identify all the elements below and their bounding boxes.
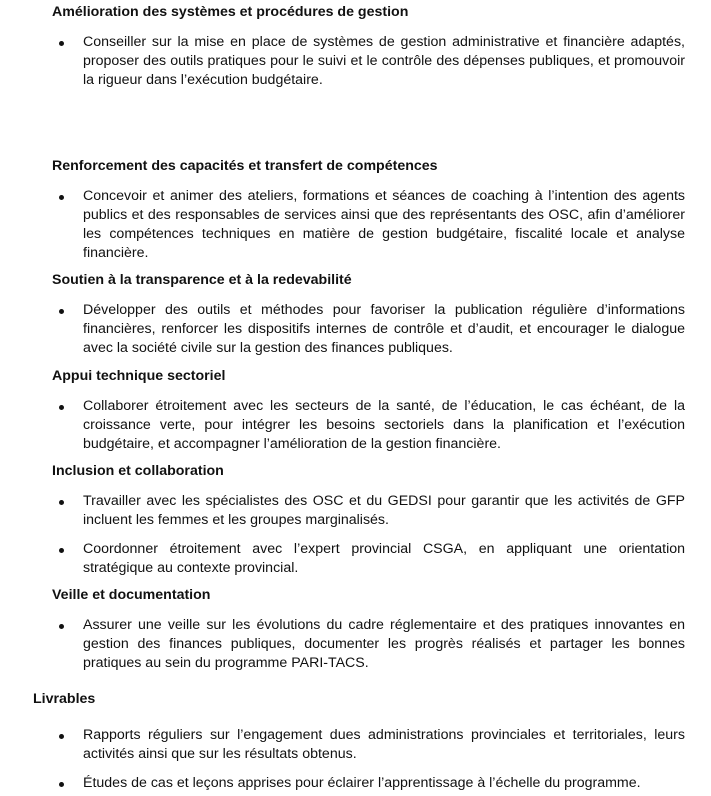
list-item bbox=[52, 540, 685, 578]
bullet-icon bbox=[59, 734, 64, 739]
list-item bbox=[52, 774, 685, 793]
list-item bbox=[52, 616, 685, 673]
list-item bbox=[52, 726, 685, 764]
bullet-icon bbox=[59, 195, 64, 200]
section-heading-management-systems: Amélioration des systèmes et procédures de gestion bbox=[52, 4, 409, 20]
list-item bbox=[52, 187, 685, 263]
section-heading-inclusion: Inclusion et collaboration bbox=[52, 463, 224, 479]
section-heading-capacity-building: Renforcement des capacités et transfert de compétences bbox=[52, 158, 438, 174]
list-item-text: Concevoir et animer des ateliers, formations et séances de coaching à l’intention des agents publics et des responsables de services ainsi que des représentants des OSC, afin d’améliorer les compétences techniques en matière de gestion budgétaire, fiscalité locale et analyse financière. bbox=[83, 188, 685, 261]
list-item bbox=[52, 492, 685, 530]
bullet-icon bbox=[59, 309, 64, 314]
section-heading-sectoral-support: Appui technique sectoriel bbox=[52, 368, 226, 384]
list-item-text: Rapports réguliers sur l’engagement dues administrations provinciales et territoriales, leurs activités ainsi que sur les résultats obtenus. bbox=[83, 727, 685, 762]
list-item-text: Conseiller sur la mise en place de systèmes de gestion administrative et financière adaptés, proposer des outils pratiques pour le suivi et le contrôle des dépenses publiques, et promouvoir la rigueur dans l’exécution budgétaire. bbox=[83, 34, 685, 88]
list-item-text: Travailler avec les spécialistes des OSC et du GEDSI pour garantir que les activités de GFP incluent les femmes et les groupes marginalisés. bbox=[83, 493, 685, 528]
bullet-icon bbox=[59, 405, 64, 410]
list-item-text: Collaborer étroitement avec les secteurs de la santé, de l’éducation, le cas échéant, de la croissance verte, pour intégrer les besoins sectoriels dans la planification et l’exécution budgétaire, et accompagner l’amélioration de la gestion financière. bbox=[83, 398, 685, 452]
section-heading-monitoring: Veille et documentation bbox=[52, 587, 211, 603]
bullet-icon bbox=[59, 41, 64, 46]
bullet-icon bbox=[59, 548, 64, 553]
list-item-text: Assurer une veille sur les évolutions du cadre réglementaire et des pratiques innovantes en gestion des finances publiques, documenter les progrès réalisés et partager les bonnes pratiques au sein du programme PARI-TACS. bbox=[83, 617, 685, 671]
section-heading-deliverables: Livrables bbox=[33, 691, 96, 707]
bullet-icon bbox=[59, 624, 64, 629]
section-heading-transparency: Soutien à la transparence et à la redevabilité bbox=[52, 272, 352, 288]
list-item-text: Coordonner étroitement avec l’expert provincial CSGA, en appliquant une orientation stratégique au contexte provincial. bbox=[83, 541, 685, 576]
list-item-text: Développer des outils et méthodes pour favoriser la publication régulière d’informations financières, renforcer les dispositifs internes de contrôle et d’audit, et encourager le dialogue avec la société civile sur la gestion des finances publiques. bbox=[83, 302, 685, 356]
bullet-icon bbox=[59, 500, 64, 505]
list-item bbox=[52, 301, 685, 358]
list-item-text: Études de cas et leçons apprises pour éclairer l’apprentissage à l’échelle du programme. bbox=[83, 775, 641, 791]
list-item bbox=[52, 397, 685, 454]
bullet-icon bbox=[59, 782, 64, 787]
list-item bbox=[52, 33, 685, 90]
